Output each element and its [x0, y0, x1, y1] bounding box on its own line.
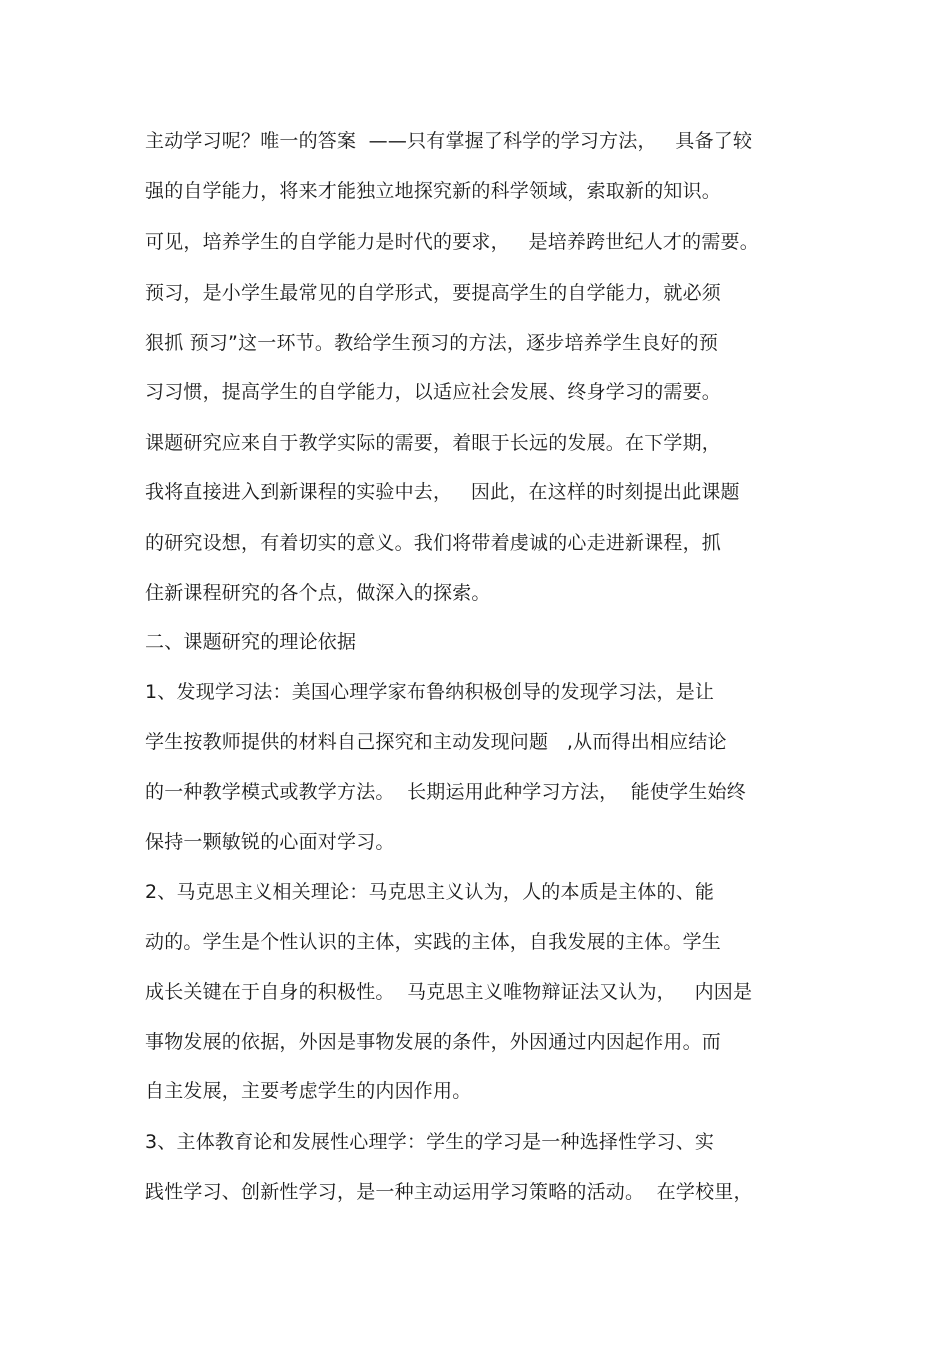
text-line-3: 可见，培养学生的自学能力是时代的要求， 是培养跨世纪人才的需要。: [145, 231, 759, 253]
text-line-19: 事物发展的依据，外因是事物发展的条件，外因通过内因起作用。而: [145, 1031, 722, 1053]
text-line-7: 课题研究应来自于教学实际的需要，着眼于长远的发展。在下学期，: [145, 432, 722, 454]
text-line-5: 狠抓 预习”这一环节。教给学生预习的方法，逐步培养学生良好的预: [145, 332, 719, 354]
text-line-16: 2、马克思主义相关理论：马克思主义认为，人的本质是主体的、能: [145, 881, 715, 903]
text-line-21: 3、主体教育论和发展性心理学：学生的学习是一种选择性学习、实: [145, 1131, 715, 1153]
text-line-9: 的研究设想，有着切实的意义。我们将带着虔诚的心走进新课程，抓: [145, 532, 722, 554]
text-line-13: 学生按教师提供的材料自己探究和主动发现问题 ,从而得出相应结论: [145, 731, 727, 753]
text-line-22: 践性学习、创新性学习，是一种主动运用学习策略的活动。 在学校里，: [145, 1181, 753, 1203]
text-line-10: 住新课程研究的各个点，做深入的探索。: [145, 582, 491, 604]
text-line-17: 动的。学生是个性认识的主体，实践的主体，自我发展的主体。学生: [145, 931, 722, 953]
text-line-20: 自主发展，主要考虑学生的内因作用。: [145, 1080, 472, 1102]
text-line-14: 的一种教学模式或教学方法。 长期运用此种学习方法， 能使学生始终: [145, 781, 746, 803]
text-line-15: 保持一颗敏锐的心面对学习。: [145, 831, 395, 853]
text-line-1: 主动学习呢？唯一的答案 ——只有掌握了科学的学习方法， 具备了较: [145, 130, 753, 152]
text-line-12: 1、发现学习法：美国心理学家布鲁纳积极创导的发现学习法，是让: [145, 681, 715, 703]
text-line-4: 预习，是小学生最常见的自学形式，要提高学生的自学能力，就必须: [145, 282, 722, 304]
text-line-8: 我将直接进入到新课程的实验中去， 因此，在这样的时刻提出此课题: [145, 481, 740, 503]
text-line-2: 强的自学能力，将来才能独立地探究新的科学领域，索取新的知识。: [145, 180, 722, 202]
text-line-6: 习习惯，提高学生的自学能力，以适应社会发展、终身学习的需要。: [145, 381, 722, 403]
text-line-18: 成长关键在于自身的积极性。 马克思主义唯物辩证法又认为， 内因是: [145, 981, 753, 1003]
section-heading: 二、课题研究的理论依据: [145, 631, 357, 653]
